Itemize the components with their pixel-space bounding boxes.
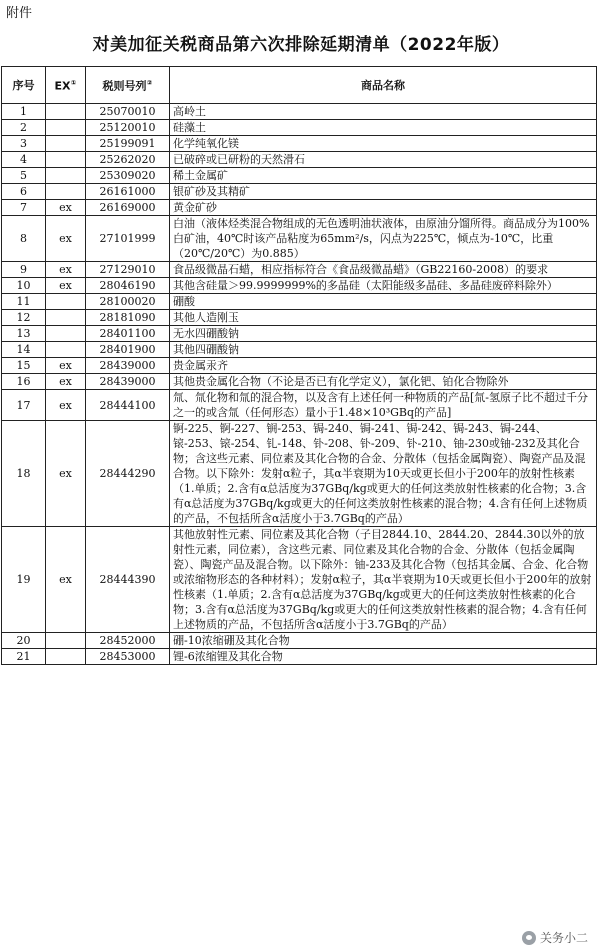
row-seq: 21 [2, 649, 46, 665]
row-seq: 14 [2, 342, 46, 358]
header-ex [46, 67, 86, 104]
row-ex [46, 326, 86, 342]
row-name: 已破碎或已研粉的天然滑石 [170, 152, 597, 168]
row-code: 25120010 [86, 120, 170, 136]
row-seq: 17 [2, 390, 46, 421]
table-row [2, 527, 597, 633]
watermark-text: 关务小二 [539, 931, 588, 945]
row-name: 稀土金属矿 [170, 168, 597, 184]
row-seq: 1 [2, 104, 46, 120]
row-code: 25262020 [86, 152, 170, 168]
row-name: 硼-10浓缩硼及其化合物 [170, 633, 597, 649]
row-name: 氚、氚化物和氚的混合物，以及含有上述任何一种物质的产品[氚-氢原子比不超过千分之一的或含氚（任何形态）量小于1.48×10³GBq的产品] [170, 390, 597, 421]
table-row [2, 184, 597, 200]
row-seq: 13 [2, 326, 46, 342]
row-ex: ex [46, 358, 86, 374]
row-name: 其他放射性元素、同位素及其化合物（子目2844.10、2844.20、2844.30以外的放射性元素，同位素），含这些元素、同位素及其化合物的合金、分散体（包括金属陶瓷）、陶瓷产品及混合物。以下除外：铀-233及其化合物（包括其金属、合金、化合物或浓缩物形态的各种材料）；发射α粒子，其α半衰期为10天或更长但小于200年的放射性核素（1.单质；2.含有α总活度为37GBq/kg或更大的任何这类放射性核素的化合物；3.含有α总活度为37GBq/kg或更大的任何这类放射性核素的混合物；4.含有任何上述物质的产品，不包括所含α活度小于3.7GBq的产品） [170, 527, 597, 633]
watermark [520, 929, 590, 946]
row-code: 28181090 [86, 310, 170, 326]
row-ex [46, 136, 86, 152]
row-seq: 12 [2, 310, 46, 326]
row-ex: ex [46, 527, 86, 633]
table-row [2, 168, 597, 184]
row-code: 28046190 [86, 278, 170, 294]
row-seq: 18 [2, 421, 46, 527]
row-ex: ex [46, 278, 86, 294]
row-code: 25070010 [86, 104, 170, 120]
table-row [2, 200, 597, 216]
header-ex-label: EX [54, 79, 71, 93]
row-code: 28452000 [86, 633, 170, 649]
row-name: 化学纯氧化镁 [170, 136, 597, 152]
table-row [2, 649, 597, 665]
row-name: 锕-225、锕-227、锎-253、锔-240、锔-241、锔-242、锔-243、锔-244、锿-253、锿-254、钆-148、钋-208、钋-209、钋-210、铀-230或铀-232及其化合物；含这些元素、同位素及其化合物的合金、分散体（包括金属陶瓷）、陶瓷产品及混合物。以下除外：发射α粒子，其α半衰期为10天或更长但小于200年的放射性核素（1.单质；2.含有α总活度为37GBq/kg或更大的任何这类放射性核素的化合物；3.含有α总活度为37GBq/kg或更大的任何这类放射性核素的混合物；4.含有任何上述物质的产品，不包括所含α活度小于3.7GBq的产品） [170, 421, 597, 527]
row-name: 无水四硼酸钠 [170, 326, 597, 342]
row-name: 银矿砂及其精矿 [170, 184, 597, 200]
table-row [2, 294, 597, 310]
row-name: 其他四硼酸钠 [170, 342, 597, 358]
row-ex: ex [46, 374, 86, 390]
table-header-row [2, 67, 597, 104]
row-seq: 19 [2, 527, 46, 633]
row-name: 白油（液体烃类混合物组成的无色透明油状液体，由原油分馏所得。商品成分为100%白矿油，40℃时该产品粘度为65mm²/s，闪点为225℃，倾点为-10℃，比重（20℃/20℃）为0.885） [170, 216, 597, 262]
row-ex [46, 342, 86, 358]
table-row [2, 120, 597, 136]
exclusion-list-table [1, 66, 597, 665]
header-code [86, 67, 170, 104]
row-code: 28444290 [86, 421, 170, 527]
table-row [2, 310, 597, 326]
row-seq: 5 [2, 168, 46, 184]
table-body [2, 104, 597, 665]
row-seq: 15 [2, 358, 46, 374]
table-row [2, 136, 597, 152]
row-ex: ex [46, 216, 86, 262]
row-code: 26169000 [86, 200, 170, 216]
row-code: 28444100 [86, 390, 170, 421]
row-code: 28100020 [86, 294, 170, 310]
row-seq: 16 [2, 374, 46, 390]
table-row [2, 633, 597, 649]
annex-label: 附件 [6, 6, 33, 21]
row-ex: ex [46, 390, 86, 421]
header-name: 商品名称 [170, 67, 597, 104]
row-ex [46, 294, 86, 310]
row-code: 28401900 [86, 342, 170, 358]
row-name: 其他人造刚玉 [170, 310, 597, 326]
row-ex [46, 152, 86, 168]
row-code: 25199091 [86, 136, 170, 152]
row-ex [46, 168, 86, 184]
table-row [2, 421, 597, 527]
row-ex [46, 120, 86, 136]
row-ex [46, 649, 86, 665]
row-code: 28439000 [86, 374, 170, 390]
table-row [2, 342, 597, 358]
table-row [2, 358, 597, 374]
row-name: 贵金属汞齐 [170, 358, 597, 374]
table-row [2, 262, 597, 278]
row-ex [46, 184, 86, 200]
table-row [2, 104, 597, 120]
row-seq: 9 [2, 262, 46, 278]
row-name: 其他含硅量＞99.9999999%的多晶硅（太阳能级多晶硅、多晶硅废碎料除外） [170, 278, 597, 294]
row-seq: 10 [2, 278, 46, 294]
row-code: 27101999 [86, 216, 170, 262]
row-name: 硅藻土 [170, 120, 597, 136]
row-code: 28453000 [86, 649, 170, 665]
table-row [2, 326, 597, 342]
row-name: 高岭土 [170, 104, 597, 120]
page-title: 对美加征关税商品第六次排除延期清单（2022年版） [92, 35, 510, 55]
row-name: 黄金矿砂 [170, 200, 597, 216]
row-seq: 3 [2, 136, 46, 152]
row-name: 硼酸 [170, 294, 597, 310]
table-row [2, 390, 597, 421]
table-row [2, 152, 597, 168]
row-name: 食品级微晶石蜡，相应指标符合《食品级微晶蜡》（GB22160-2008）的要求 [170, 262, 597, 278]
row-seq: 7 [2, 200, 46, 216]
row-ex [46, 104, 86, 120]
row-seq: 2 [2, 120, 46, 136]
row-code: 28444390 [86, 527, 170, 633]
table-row [2, 374, 597, 390]
row-code: 28401100 [86, 326, 170, 342]
row-code: 27129010 [86, 262, 170, 278]
table-row [2, 216, 597, 262]
row-name: 其他贵金属化合物（不论是否已有化学定义），氯化钯、铂化合物除外 [170, 374, 597, 390]
row-seq: 8 [2, 216, 46, 262]
header-code-label: 税则号列 [102, 79, 147, 93]
row-code: 26161000 [86, 184, 170, 200]
row-ex: ex [46, 200, 86, 216]
header-seq: 序号 [2, 67, 46, 104]
row-seq: 4 [2, 152, 46, 168]
wechat-icon [522, 931, 536, 945]
row-seq: 6 [2, 184, 46, 200]
table-row [2, 278, 597, 294]
row-ex [46, 633, 86, 649]
row-ex: ex [46, 262, 86, 278]
row-name: 锂-6浓缩锂及其化合物 [170, 649, 597, 665]
row-seq: 20 [2, 633, 46, 649]
row-code: 28439000 [86, 358, 170, 374]
row-seq: 11 [2, 294, 46, 310]
header-ex-note: ① [70, 79, 77, 88]
row-code: 25309020 [86, 168, 170, 184]
header-code-note: ② [146, 79, 153, 88]
row-ex [46, 310, 86, 326]
row-ex: ex [46, 421, 86, 527]
